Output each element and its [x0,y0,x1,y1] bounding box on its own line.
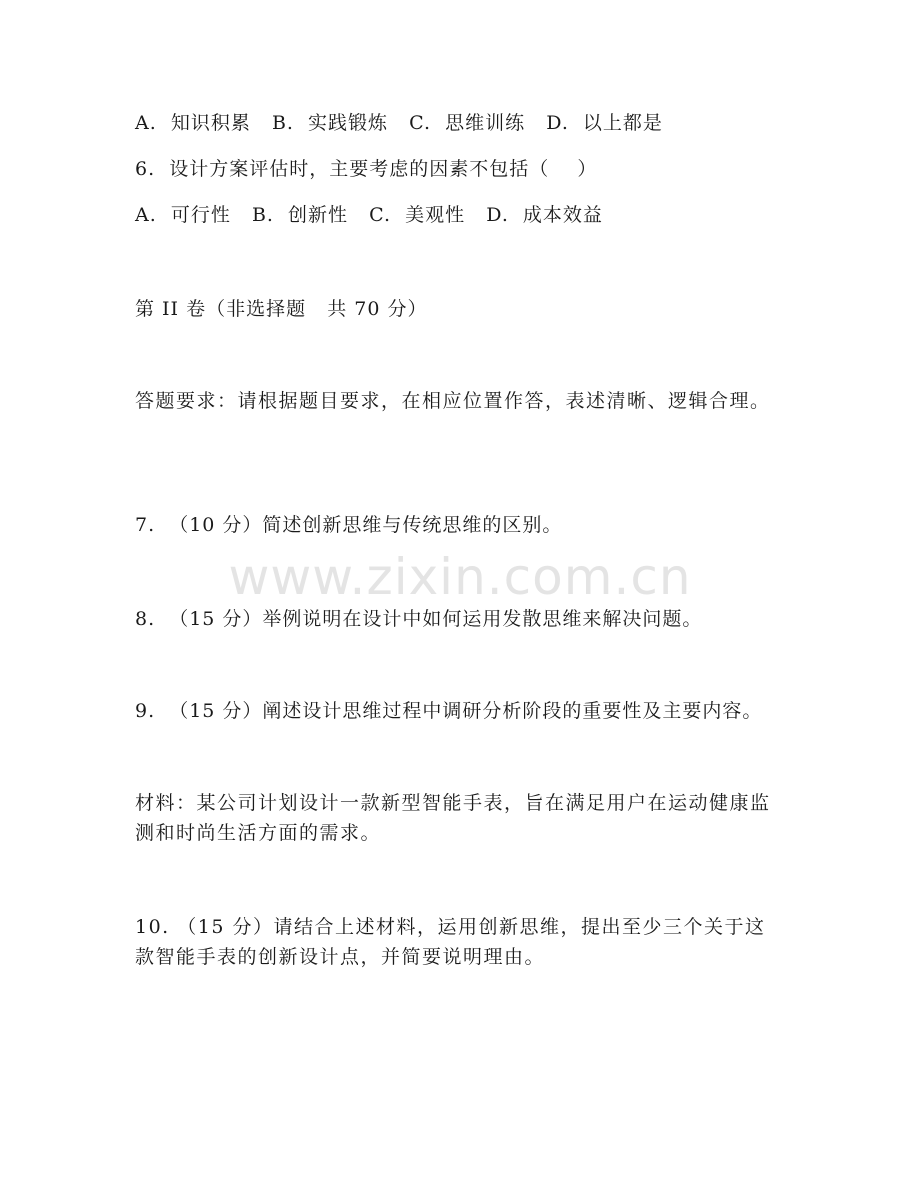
question-9: 9. （15 分）阐述设计思维过程中调研分析阶段的重要性及主要内容。 [135,700,763,722]
watermark: www.zixin.com.cn [228,548,692,606]
q5-options: A. 知识积累 B. 实践锻炼 C. 思维训练 D. 以上都是 [135,112,663,134]
part2-title: 第 II 卷（非选择题 共 70 分） [135,298,428,320]
q6-options: A. 可行性 B. 创新性 C. 美观性 D. 成本效益 [135,204,603,226]
question-7: 7. （10 分）简述创新思维与传统思维的区别。 [135,514,563,536]
answer-requirements: 答题要求：请根据题目要求，在相应位置作答，表述清晰、逻辑合理。 [135,390,771,412]
question-10: 10. （15 分）请结合上述材料，运用创新思维，提出至少三个关于这款智能手表的创新设计点，并简要说明理由。 [135,916,766,968]
question-8: 8. （15 分）举例说明在设计中如何运用发散思维来解决问题。 [135,608,703,630]
q6-stem: 6. 设计方案评估时，主要考虑的因素不包括（ ） [135,158,598,180]
material-text: 材料：某公司计划设计一款新型智能手表，旨在满足用户在运动健康监测和时尚生活方面的需求。 [135,792,771,844]
